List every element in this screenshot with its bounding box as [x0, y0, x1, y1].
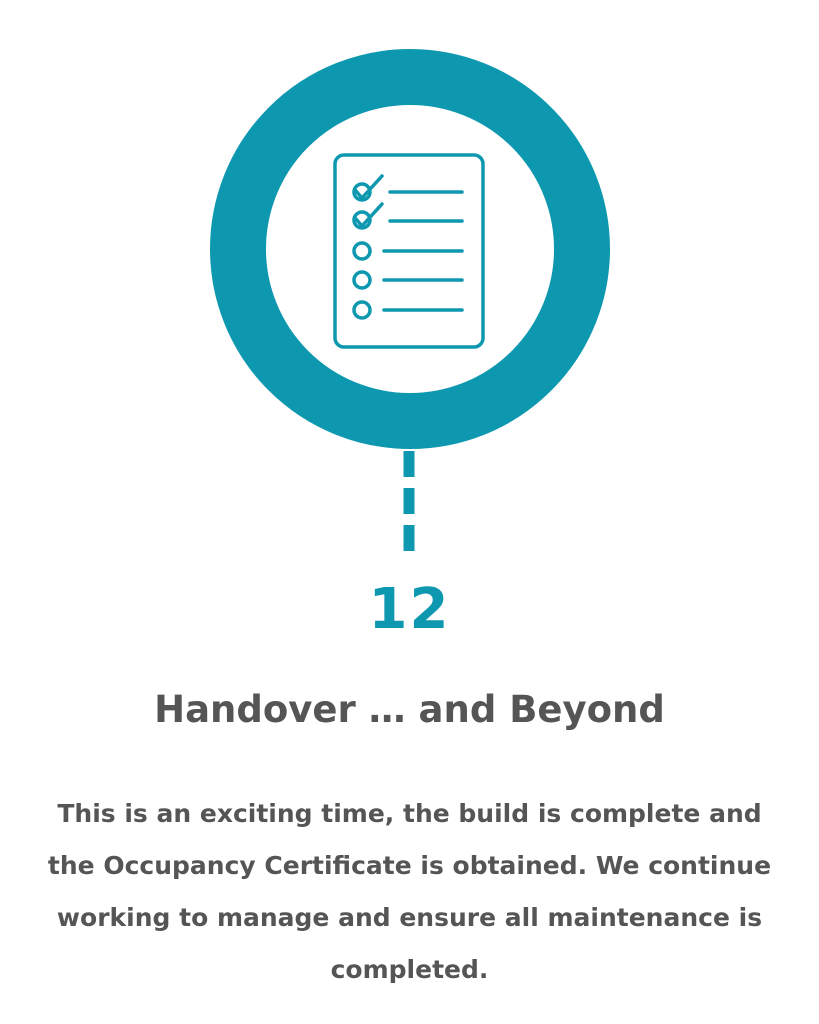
step-number: 12 — [368, 577, 451, 642]
step-icon-circle — [210, 49, 610, 449]
dashed-connector — [402, 451, 416, 561]
step-description: This is an exciting time, the build is complete and the Occupancy Certificate is obtained. We continue working to manage and ensure all maintenance is completed. — [47, 799, 772, 984]
step-title: Handover … and Beyond — [154, 688, 665, 731]
checklist-icon — [335, 155, 483, 347]
